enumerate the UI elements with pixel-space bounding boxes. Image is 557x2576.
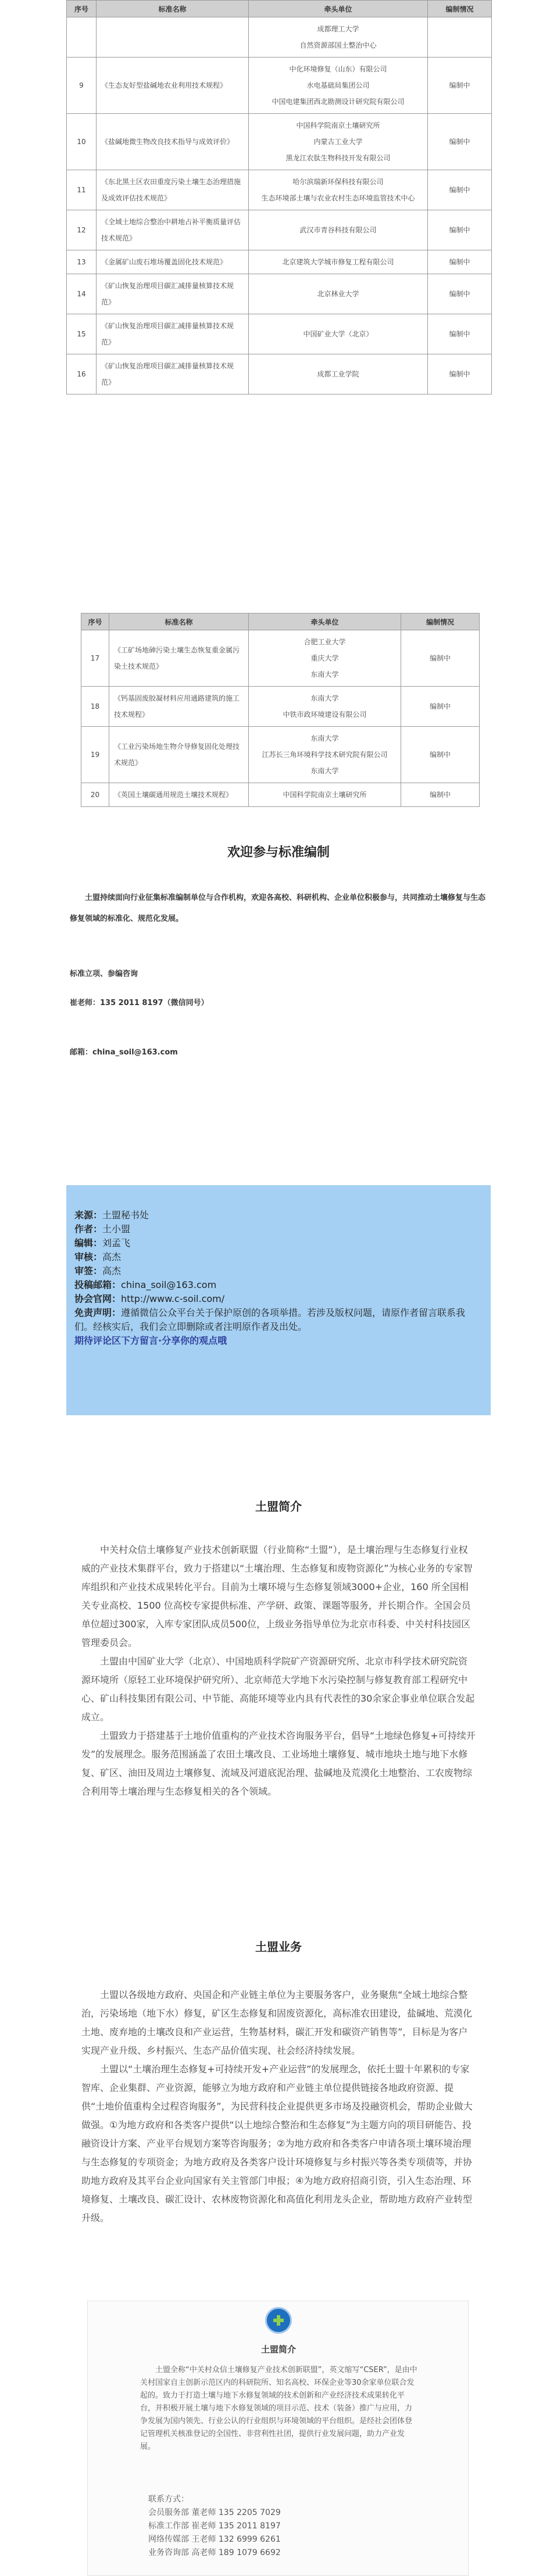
lead-unit: 武汉市青谷科技有限公司: [299, 226, 377, 234]
lead-unit: 东南大学: [310, 767, 339, 775]
cell-name: 《全域土地综合整治中耕地占补平衡质量评估技术规范》: [97, 210, 249, 250]
lead-unit: 东南大学: [310, 734, 339, 742]
cell-name: 《盐碱地微生物改良技术指导与成效评价》: [97, 114, 249, 170]
cell-no: 14: [67, 274, 97, 314]
phone-value: 135 2011 8197（微信同号）: [100, 999, 209, 1007]
cell-lead: [249, 354, 428, 394]
cell-no: 15: [67, 314, 97, 354]
table-row: [81, 727, 480, 783]
cell-status: 编制中: [428, 58, 492, 114]
contact-line: 会员服务部 董老师 135 2205 7029: [148, 2508, 281, 2517]
about-title: 土盟简介: [255, 1499, 302, 1513]
cell-status: 编制中: [428, 354, 492, 394]
credit-source: 来源：土盟秘书处: [74, 1210, 149, 1221]
comment-promo: 期待评论区下方留言·分享你的观点哦: [74, 1335, 227, 1346]
cell-no: 18: [81, 687, 109, 727]
cell-no: 19: [81, 727, 109, 783]
cell-status: [428, 17, 492, 58]
cell-lead: [249, 727, 401, 783]
table-row: [67, 170, 492, 210]
cell-lead: [249, 783, 401, 807]
header-no: 序号: [81, 613, 109, 630]
cell-status: 编制中: [401, 727, 480, 783]
table-row: [67, 314, 492, 354]
lead-unit: 水电基础局集团公司: [306, 81, 370, 89]
lead-unit: 中国电建集团西北勘测设计研究院有限公司: [272, 98, 405, 106]
credit-disclaimer: 免责声明：遵循微信公众平台关于保护原创的各项举措。若涉及版权问题，请原作者留言联系我们。经核实后，我们会立即删除或者注明原作者及出处。: [74, 1307, 466, 1332]
table-header-row: [67, 1, 492, 17]
lead-unit: 中国科学院南京土壤研究所: [283, 791, 367, 799]
cell-lead: [249, 687, 401, 727]
table-row: [67, 274, 492, 314]
cell-lead: [249, 250, 428, 274]
header-name: 标准名称: [109, 613, 249, 630]
lead-unit: 中化环境修复（山东）有限公司: [289, 65, 387, 73]
cell-status: 编制中: [428, 274, 492, 314]
cell-lead: [249, 17, 428, 58]
lead-unit: 东南大学: [310, 670, 339, 679]
lead-unit: 重庆大学: [310, 654, 339, 662]
cell-name: 《英国土壤碳通用规范土壤技术规程》: [109, 783, 249, 807]
card-title: 土盟简介: [260, 2344, 296, 2355]
cell-status: 编制中: [428, 114, 492, 170]
email-value[interactable]: china_soil@163.com: [92, 1048, 178, 1057]
contact-line: 标准工作部 崔老师 135 2011 8197: [148, 2521, 281, 2531]
lead-unit: 中国矿业大学（北京）: [303, 330, 373, 338]
header-status: 编制情况: [428, 1, 492, 17]
header-no: 序号: [67, 1, 97, 17]
credit-site: 协会官网：http://www.c-soil.com/: [74, 1293, 225, 1304]
credit-author: 作者：土小盟: [74, 1224, 131, 1235]
table-body: [67, 17, 492, 394]
table-row: [67, 354, 492, 394]
cell-no: 16: [67, 354, 97, 394]
welcome-intro: 土盟持续面向行业征集标准编制单位与合作机构，欢迎各高校、科研机构、企业单位积极参与，共同推动土壤修复与生态修复领域的标准化、规范化发展。: [70, 894, 486, 923]
lead-unit: 中国科学院南京土壤研究所: [296, 121, 380, 130]
about-paragraph: 中关村众信土壤修复产业技术创新联盟（行业简称“土盟”），是土壤治理与生态修复行业权威的产业技术集群平台，致力于搭建以“土壤治理、生态修复和废物资源化”为核心业务的专家智库组织和产业技术成果转化平台。目前为土壤环境与生态修复领域3000+企业，160 所全国相关专业高校、1500 位高校专家提供标准、产学研、政策、课题等服务，并长期合作。全国会员单位超过300家，入库专家团队成员500位，上级业务指导单位为北京市科委、中关村科技园区管理委员会。: [81, 1544, 473, 1648]
cell-status: 编制中: [428, 210, 492, 250]
contacts-title: 联系方式：: [148, 2495, 189, 2504]
table-row: [67, 17, 492, 58]
standards-table-2: [81, 613, 480, 807]
table-row: [67, 58, 492, 114]
cell-name: 《生态友好型盐碱地农业利用技术规程》: [97, 58, 249, 114]
lead-unit: 北京建筑大学城市修复工程有限公司: [282, 258, 394, 266]
cell-status: 编制中: [401, 687, 480, 727]
lead-unit: 黑龙江农肽生物科技开发有限公司: [285, 154, 391, 162]
table-body: [81, 630, 480, 807]
cell-no: 11: [67, 170, 97, 210]
credit-email: 投稿邮箱：china_soil@163.com: [74, 1279, 217, 1290]
lead-unit: 江苏长三角环境科学技术研究院有限公司: [262, 751, 388, 759]
about-paragraph: 土盟由中国矿业大学（北京）、中国地质科学院矿产资源研究所、北京市科学技术研究院资源环境所（原轻工业环境保护研究所）、北京师范大学地下水污染控制与修复教育部工程研究中心、矿山科技集团有限公司、中节能、高能环境等业内具有代表性的30余家企事业单位联合发起成立。: [81, 1656, 475, 1723]
business-body: [81, 1986, 476, 2227]
credit-reviewer: 审核：高杰: [74, 1251, 122, 1262]
cell-lead: [249, 314, 428, 354]
cser-logo-icon: [265, 2307, 292, 2334]
cell-no: 17: [81, 630, 109, 687]
credits-box: [66, 1185, 491, 1415]
header-status: 编制情况: [401, 613, 480, 630]
lead-unit: 生态环境部土壤与农业农村生态环境监管技术中心: [261, 194, 415, 202]
org-card: [87, 2301, 469, 2576]
lead-unit: 成都工业学院: [317, 370, 359, 378]
business-title: 土盟业务: [255, 1940, 302, 1954]
cell-name: 《矿山恢复治理项目碳汇减排量核算技术规范》: [97, 274, 249, 314]
cell-status: 编制中: [428, 314, 492, 354]
official-site-link[interactable]: http://www.c-soil.com/: [121, 1293, 225, 1304]
welcome-title: 欢迎参与标准编制: [227, 845, 330, 860]
contact-line: 网络传媒部 王老师 132 6999 6261: [148, 2535, 281, 2544]
lead-unit: 合肥工业大学: [304, 638, 346, 646]
cell-name: 《金属矿山废石堆场覆盖固化技术规范》: [97, 250, 249, 274]
cell-status: 编制中: [428, 170, 492, 210]
consult-email: [70, 1046, 178, 1057]
consult-phone: [70, 996, 209, 1007]
cell-no: 12: [67, 210, 97, 250]
table-row: [67, 114, 492, 170]
cell-name: 《工矿场地砷污染土壤生态恢复重金属污染土技术规范》: [109, 630, 249, 687]
table-row: [67, 210, 492, 250]
header-lead: 牵头单位: [249, 1, 428, 17]
cell-no: [67, 17, 97, 58]
business-paragraph: 土盟以“土壤治理生态修复+可持续开发+产业运营”的发展理念，依托土盟十年累积的专家智库、企业集群、产业资源，能够立为地方政府和产业链主单位提供链接各地政府资源、提供“土地价值重构全过程咨询服务”，为民营科技企业提供更多市场及投融资机会，帮助企业做大做强。①为地方政府和各类客户提供“以土地综合整治和生态修复”为主题方向的项目研能告、投融资设计方案、产业平台规划方案等咨询服务；②为地方政府和各类客户申请各项土壤环境治理与生态修复的专项资金；为地方政府及各类客户设计环境修复与乡村振兴等各类专项债等，并协助地方政府及其平台企业向国家有关主管部门申报；④为地方政府招商引资，引入生态治理、环境修复、土壤改良、碳汇设计、农林废物资源化和高值化利用龙头企业，帮助地方政府产业转型升级。: [81, 2064, 473, 2223]
email-label: 邮箱：: [70, 1048, 93, 1057]
lead-unit: 内蒙古工业大学: [313, 138, 363, 146]
credit-approver: 审签：高杰: [74, 1265, 122, 1276]
standards-table-1: [66, 0, 492, 394]
cell-name: [97, 17, 249, 58]
cell-name: 《钙基固废胶凝材料应用通路建筑的施工技术规程》: [109, 687, 249, 727]
table-row: [81, 783, 480, 807]
cell-no: 10: [67, 114, 97, 170]
about-body: [81, 1541, 476, 1801]
cell-lead: [249, 274, 428, 314]
lead-unit: 自然资源部国土整治中心: [299, 41, 377, 49]
business-paragraph: 土盟以各级地方政府、央国企和产业链主单位为主要服务客户，业务聚焦“全域土地综合整治，污染场地（地下水）修复，矿区生态修复和固废资源化，高标准农田建设，盐碱地、荒漠化土地、废弃地的土壤改良和产业运营，生物基材料，碳汇开发和碳资产销售等”，目标是为客户实现产业升级、乡村振兴、生态产品价值实现、社会经济持续发展。: [81, 1989, 473, 2056]
contact-line: 业务咨询部 高老师 189 1079 6692: [148, 2548, 281, 2557]
submission-email-link[interactable]: china_soil@163.com: [121, 1279, 217, 1290]
table-row: [81, 630, 480, 687]
table-row: [67, 250, 492, 274]
cell-name: 《工业污染场地生物介导修复固化处理技术规范》: [109, 727, 249, 783]
cell-lead: [249, 114, 428, 170]
header-name: 标准名称: [97, 1, 249, 17]
card-contacts: [148, 2493, 404, 2560]
card-description: 土盟全称“中关村众信土壤修复产业技术创新联盟”，英文缩写“CSER”，是由中关村国家自主创新示范区内的科研院所、知名高校、环保企业等30余家单位联合发起的。致力于打造土壤与地下水修复领域的技术创新和产业经济技术成果转化平台，并积极开展土壤与地下水修复领域的项目示范、技术（装备）推广与应用，力争发展为国内领先、行业公认的行业组织与环境领域的平台组织。是经社会团体登记管理机关核准登记的全国性、非营利性社团，提供行业发展问题，助力产业发展。: [140, 2366, 417, 2451]
lead-unit: 东南大学: [310, 694, 339, 702]
lead-unit: 成都理工大学: [317, 25, 359, 33]
header-lead: 牵头单位: [249, 613, 401, 630]
cell-status: 编制中: [401, 783, 480, 807]
credit-editor: 编辑：刘孟飞: [74, 1237, 131, 1248]
lead-unit: 中铁市政环境建设有限公司: [283, 711, 367, 719]
cell-name: 《矿山恢复治理项目碳汇减排量核算技术规范》: [97, 314, 249, 354]
cell-name: 《矿山恢复治理项目碳汇减排量核算技术规范》: [97, 354, 249, 394]
table-header-row: [81, 613, 480, 630]
about-paragraph: 土盟致力于搭建基于土地价值重构的产业技术咨询服务平台，倡导“土地绿色修复+可持续开发”的发展理念。服务范围涵盖了农田土壤改良、工业场地土壤修复、城市地块土地与地下水修复、矿区、油田及周边土壤修复、流域及河道底泥治理、盐碱地及荒漠化土地整治、工农废物综合利用等土壤治理与生态修复相关的各个领域。: [81, 1730, 476, 1797]
cell-lead: [249, 630, 401, 687]
table-row: [81, 687, 480, 727]
cell-status: 编制中: [401, 630, 480, 687]
cell-lead: [249, 210, 428, 250]
cell-no: 9: [67, 58, 97, 114]
consult-title: 标准立项、参编咨询: [70, 970, 138, 978]
cell-lead: [249, 170, 428, 210]
cell-status: 编制中: [428, 250, 492, 274]
lead-unit: 北京林业大学: [317, 290, 359, 298]
cell-no: 20: [81, 783, 109, 807]
cell-no: 13: [67, 250, 97, 274]
cell-name: 《东北黑土区农田重度污染土壤生态治理措施及成效评估技术规范》: [97, 170, 249, 210]
lead-unit: 哈尔滨瑞新环保科技有限公司: [292, 178, 384, 186]
cell-lead: [249, 58, 428, 114]
phone-label: 崔老师：: [70, 999, 101, 1007]
